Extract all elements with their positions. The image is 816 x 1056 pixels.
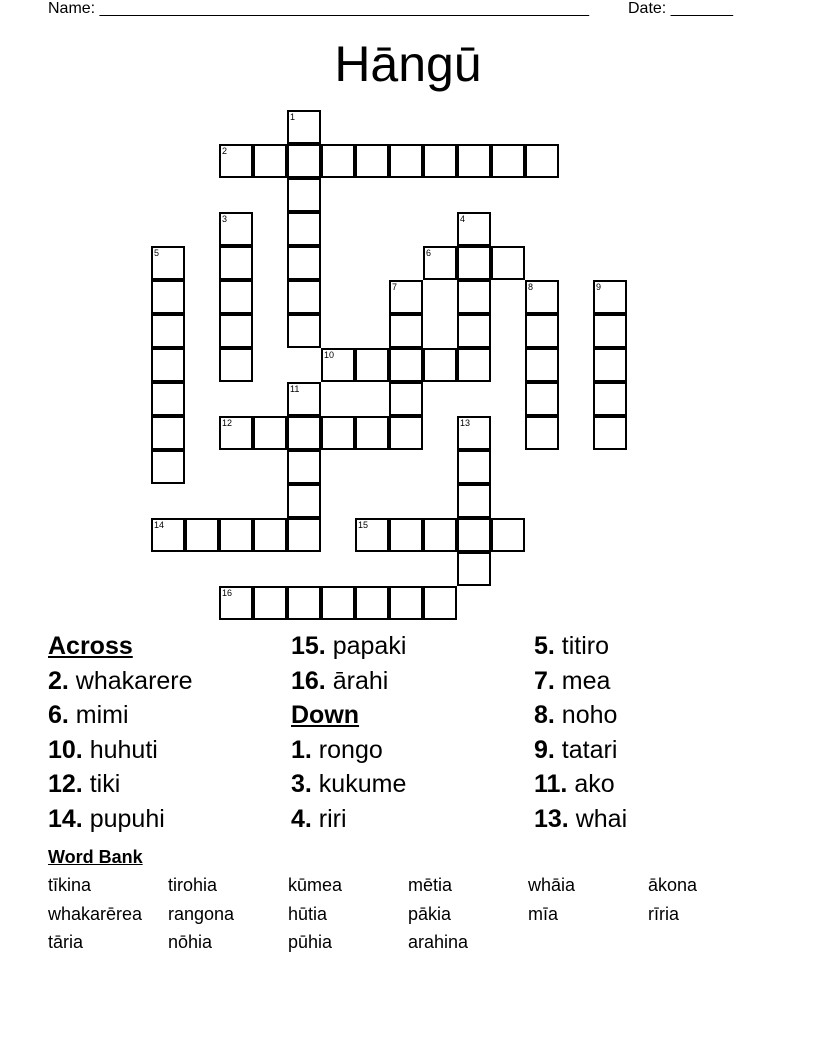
word-bank-title: Word Bank [48,847,143,867]
clue-text: tiki [82,770,121,799]
clue-text: tatari [554,735,618,764]
grid-cell[interactable] [321,416,355,450]
grid-cell[interactable] [219,144,253,178]
grid-cell[interactable] [389,348,423,382]
word-bank-item: pākia [408,903,452,924]
clue-number: 9 [596,282,602,292]
grid-cell[interactable] [253,586,287,620]
clue-number: 16 [222,588,233,598]
grid-cell[interactable] [525,314,559,348]
clue-text: mimi [68,701,129,730]
grid-cell[interactable] [389,416,423,450]
grid-cell[interactable] [423,586,457,620]
grid-cell[interactable] [321,586,355,620]
grid-cell[interactable] [151,314,185,348]
clue-item [534,700,617,730]
grid-cell[interactable] [491,246,525,280]
grid-cell[interactable] [457,484,491,518]
grid-cell[interactable] [287,178,321,212]
grid-cell[interactable] [219,348,253,382]
grid-cell[interactable] [253,416,287,450]
clue-item [291,666,388,696]
grid-cell[interactable] [219,518,253,552]
clue-item [291,735,383,765]
grid-cell[interactable] [389,314,423,348]
grid-cell[interactable] [151,246,185,280]
clue-number: 4 [460,214,466,224]
grid-cell[interactable] [457,314,491,348]
grid-cell[interactable] [151,382,185,416]
clue-number: 15 [358,520,369,530]
grid-cell[interactable] [457,212,491,246]
clue-item [534,769,615,799]
clue-number: 6. [48,701,69,730]
grid-cell[interactable] [423,246,457,280]
grid-cell[interactable] [287,212,321,246]
clue-number: 11 [290,384,300,394]
clue-text: ārahi [325,666,389,695]
grid-cell[interactable] [355,348,389,382]
clue-number: 5 [154,248,160,258]
clue-number: 15. [291,632,326,660]
grid-cell[interactable] [219,314,253,348]
clue-text: titiro [554,632,610,660]
grid-cell[interactable] [151,416,185,450]
word-bank-item: mīa [528,903,559,924]
clue-number: 16. [291,666,326,695]
clue-number: 7. [534,666,555,695]
clue-number: 13. [534,805,569,833]
word-bank-item: kūmea [288,875,343,895]
clue-text: ako [567,770,615,799]
grid-cell[interactable] [287,586,321,620]
grid-cell[interactable] [219,246,253,280]
word-bank-item: hūtia [288,903,328,924]
word-bank-item: rangona [168,903,235,924]
grid-cell[interactable] [491,144,525,178]
clue-text: mea [554,666,611,695]
clue-item [48,769,120,799]
word-bank-item: mētia [408,875,453,895]
clue-number: 12 [222,418,233,428]
grid-cell[interactable] [287,246,321,280]
clue-number: 14 [154,520,165,530]
word-bank-item: ākona [648,875,698,895]
grid-cell[interactable] [287,518,321,552]
grid-cell[interactable] [389,586,423,620]
clue-text: noho [554,701,618,730]
date-line: _______ [670,0,733,17]
clue-text: papaki [325,632,407,660]
word-bank-item: tāria [48,932,84,952]
clue-text: rongo [311,735,383,764]
grid-cell[interactable] [525,416,559,450]
grid-cell[interactable] [287,144,321,178]
word-bank-item: whakarērea [48,903,143,924]
grid-cell[interactable] [593,348,627,382]
grid-cell[interactable] [321,144,355,178]
clue-text: huhuti [82,735,158,764]
clue-text: riri [311,805,347,833]
clue-number: 13 [460,418,471,428]
clue-heading: Down [291,701,360,730]
word-bank-item: tirohia [168,875,218,895]
grid-cell[interactable] [151,518,185,552]
clue-number: 6 [426,248,432,258]
grid-cell[interactable] [423,144,457,178]
clue-text: pupuhi [82,805,165,833]
grid-cell[interactable] [287,110,321,144]
word-bank-item: whāia [528,875,576,895]
grid-cell[interactable] [219,586,253,620]
grid-cell[interactable] [287,314,321,348]
clue-number: 3 [222,214,228,224]
name-label: Name: [48,0,96,17]
grid-cell[interactable] [219,416,253,450]
grid-cell[interactable] [593,280,627,314]
grid-cell[interactable] [389,280,423,314]
clue-number: 14. [48,805,83,833]
clue-item [534,666,610,696]
word-bank-item: pūhia [288,932,333,952]
grid-cell[interactable] [457,450,491,484]
grid-cell[interactable] [491,518,525,552]
word-bank-item: nōhia [168,932,213,952]
grid-cell[interactable] [525,348,559,382]
grid-cell[interactable] [457,246,491,280]
grid-cell[interactable] [525,144,559,178]
clue-item [48,700,129,730]
grid-cell[interactable] [253,144,287,178]
clue-number: 1 [290,112,296,122]
grid-cell[interactable] [151,450,185,484]
clue-text: kukume [311,770,407,799]
grid-cell[interactable] [355,416,389,450]
grid-cell[interactable] [457,416,491,450]
grid-cell[interactable] [593,382,627,416]
clue-item [534,804,627,834]
grid-cell[interactable] [423,518,457,552]
grid-cell[interactable] [151,280,185,314]
grid-cell[interactable] [253,518,287,552]
clue-item [291,631,406,661]
grid-cell[interactable] [287,484,321,518]
clue-number: 10 [324,350,335,360]
clue-text: whai [568,805,628,833]
grid-cell[interactable] [355,518,389,552]
grid-cell[interactable] [525,382,559,416]
grid-cell[interactable] [287,382,321,416]
clue-item [534,735,617,765]
clue-item [48,666,193,696]
grid-cell[interactable] [389,518,423,552]
clue-number: 5. [534,632,555,660]
clue-number: 9. [534,735,555,764]
clue-item [291,804,347,834]
grid-cell[interactable] [525,280,559,314]
grid-cell[interactable] [355,586,389,620]
grid-cell[interactable] [287,280,321,314]
clue-number: 8 [528,282,534,292]
clue-heading: Across [48,632,133,660]
grid-cell[interactable] [389,144,423,178]
word-bank-item: tīkina [48,875,92,895]
grid-cell[interactable] [457,518,491,552]
clue-number: 2. [48,666,69,695]
grid-cell[interactable] [457,552,491,586]
clue-item [291,769,406,799]
clue-item [534,631,609,661]
grid-cell[interactable] [151,348,185,382]
date-label: Date: [628,0,667,17]
grid-cell[interactable] [287,450,321,484]
grid-cell[interactable] [287,416,321,450]
clue-item [48,804,165,834]
grid-cell[interactable] [355,144,389,178]
clue-number: 1. [291,735,312,764]
grid-cell[interactable] [321,348,355,382]
clue-number: 2 [222,146,228,156]
grid-cell[interactable] [423,348,457,382]
clue-number: 10. [48,735,83,764]
grid-cell[interactable] [389,382,423,416]
puzzle-title: Hāngū [334,36,482,92]
grid-cell[interactable] [219,280,253,314]
grid-cell[interactable] [457,348,491,382]
grid-cell[interactable] [457,280,491,314]
name-line: _______________________________________________________ [99,0,589,17]
clue-item [48,735,158,765]
clue-number: 7 [392,282,398,292]
clue-number: 4. [291,805,312,833]
word-bank-item: arahina [408,932,469,952]
clue-number: 8. [534,701,555,730]
clue-number: 3. [291,770,312,799]
grid-cell[interactable] [219,212,253,246]
clue-text: whakarere [68,666,193,695]
grid-cell[interactable] [185,518,219,552]
grid-cell[interactable] [457,144,491,178]
clue-number: 12. [48,770,83,799]
grid-cell[interactable] [593,416,627,450]
word-bank-item: rīria [648,903,679,924]
clue-number: 11. [534,770,568,799]
grid-cell[interactable] [593,314,627,348]
